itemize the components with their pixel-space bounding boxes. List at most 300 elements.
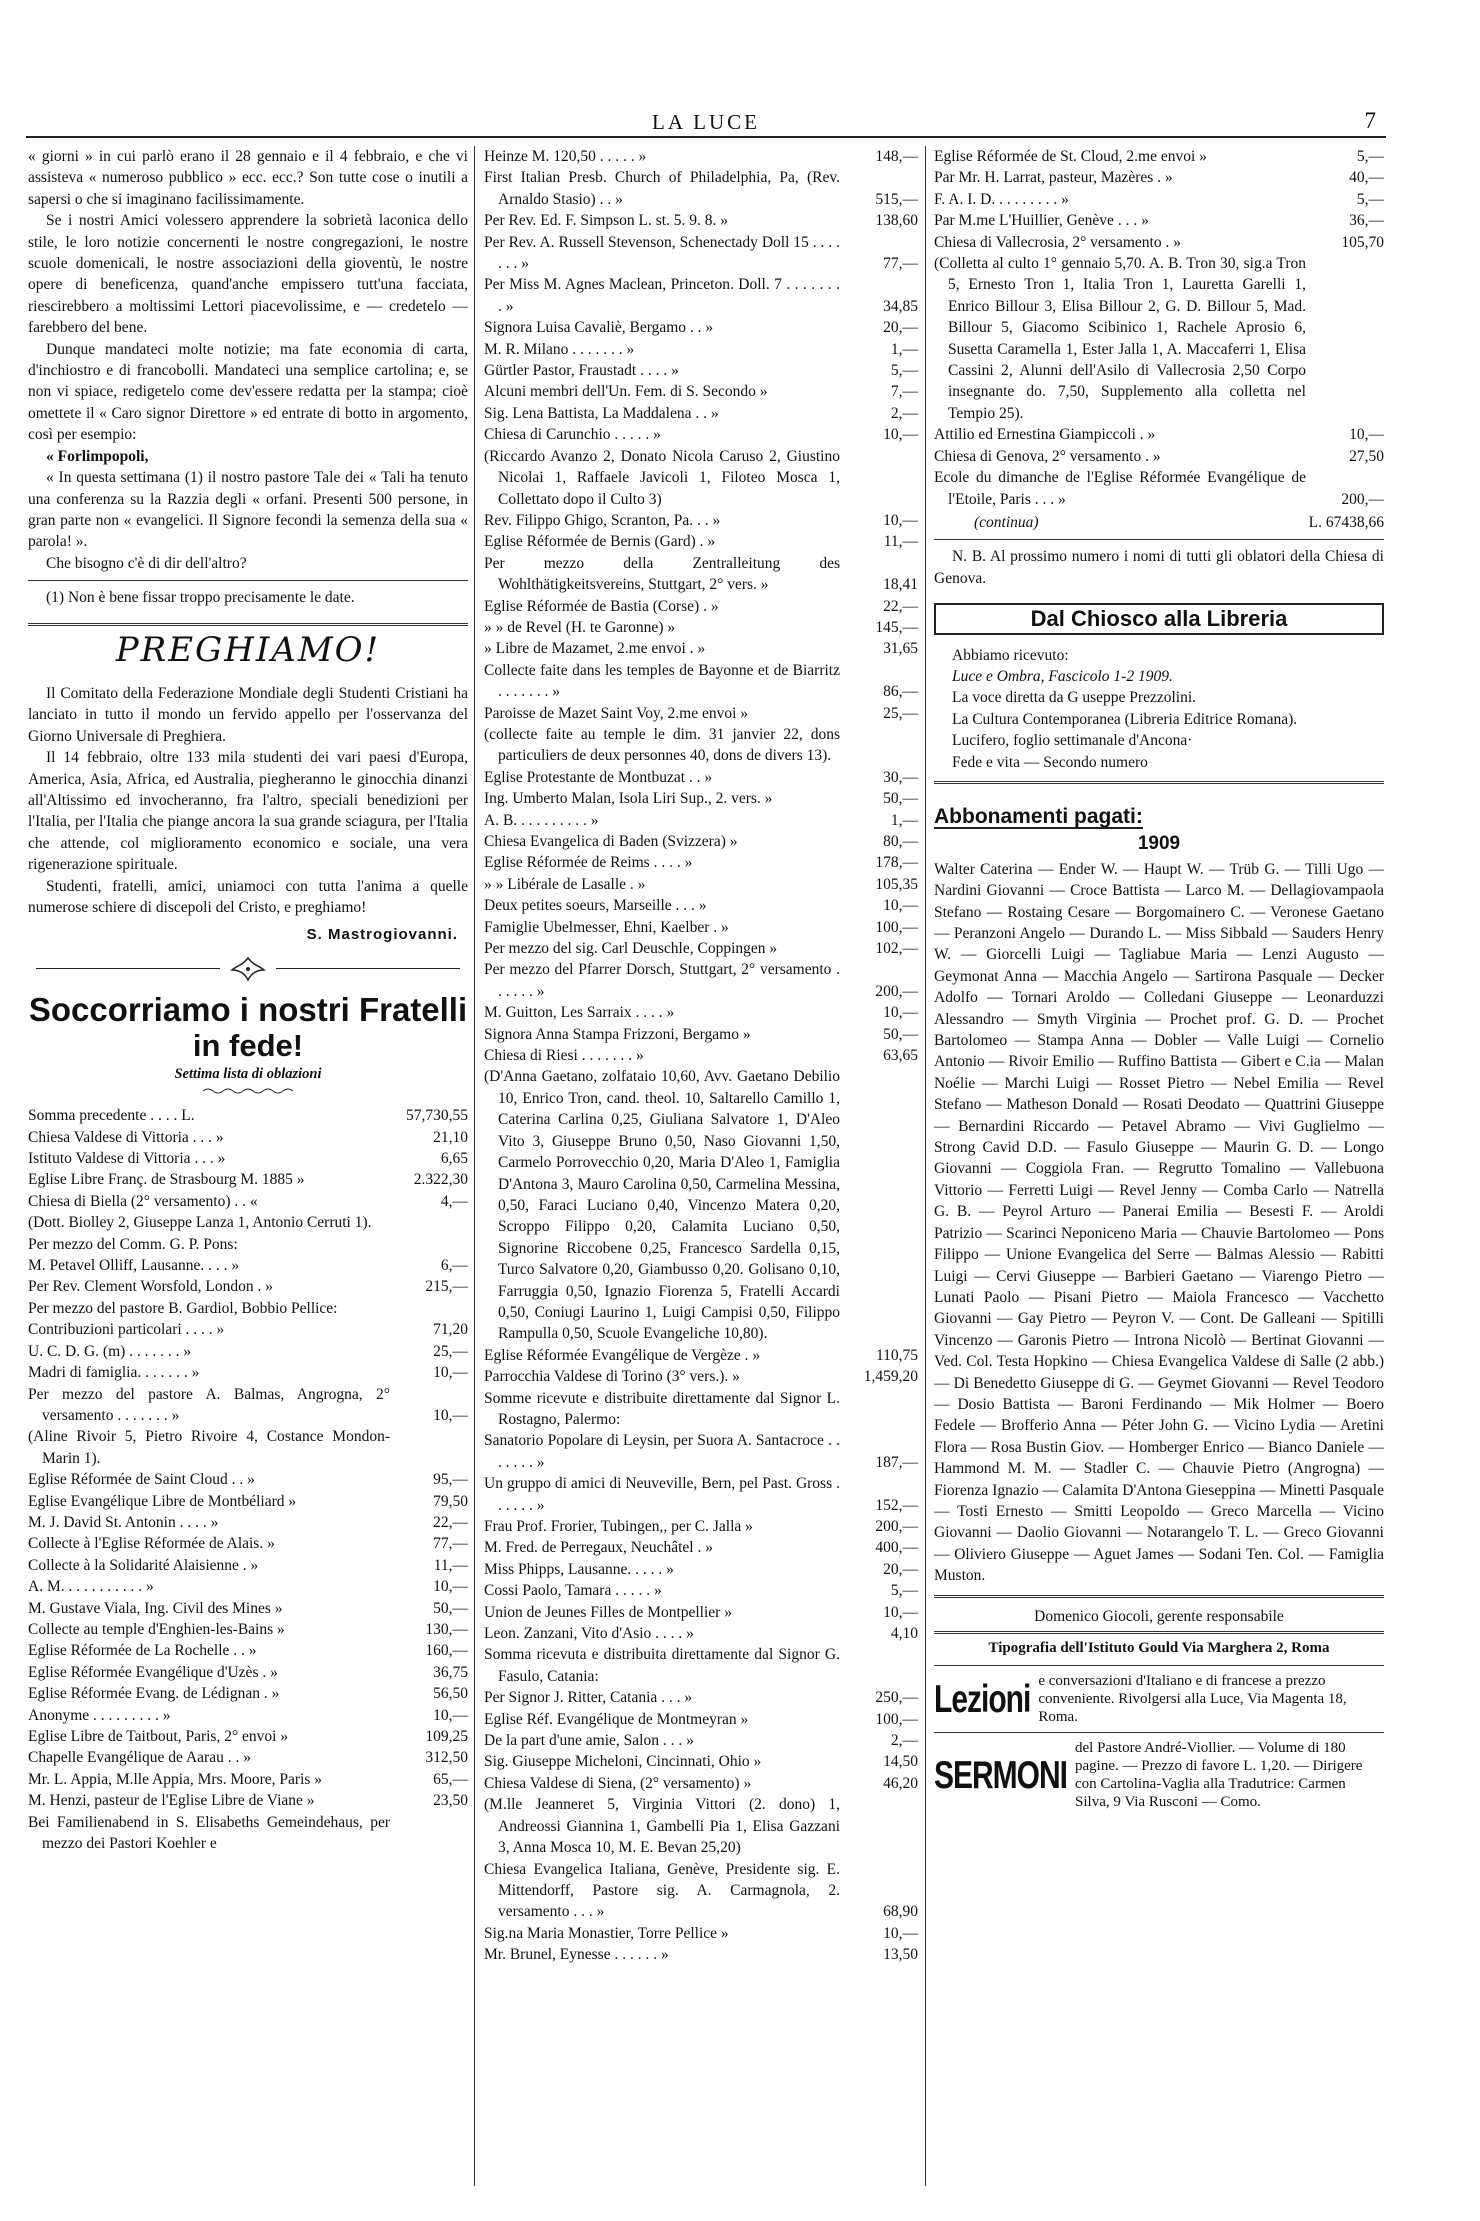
donation-row (484, 660, 918, 703)
received-item: Fede e vita — Secondo numero (952, 753, 1148, 771)
donor: Mr. L. Appia, M.lle Appia, Mrs. Moore, Paris » (28, 1770, 323, 1788)
donor: Sanatorio Popolare di Leysin, per Suora A. Santacroce . . . . . . . » (484, 1432, 840, 1471)
donor: Eglise Réformée de Bernis (Gard) . » (484, 533, 716, 551)
amount: 100,— (875, 1710, 918, 1728)
donor: A. M. . . . . . . . . . . » (28, 1578, 154, 1596)
donation-row (934, 146, 1384, 167)
received-intro: Abbiamo ricevuto: (952, 646, 1069, 664)
total-row (934, 512, 1384, 533)
appeal-title-line2: in fede! (192, 1027, 304, 1063)
amount: 11,— (883, 533, 918, 551)
donor: Per mezzo del Pfarrer Dorsch, Stuttgart, 2° versamento . . . . . . » (484, 961, 840, 1000)
newspaper-title: LA LUCE (652, 110, 760, 134)
donor: Chiesa Valdese di Siena, (2° versamento) » (484, 1774, 752, 1792)
paragraph: Il 14 febbraio, oltre 133 mila studenti dei vari paesi d'Europa, America, Asia, Africa, ed Australia, piegheranno le ginocchia dinanzi all'Altissimo ed invocheranno, fra l'altro, speciali benedizioni per l'Italia, per l'Italia che piange ancora la sua grande sciagura, per l'Italia che attende, col miglioramento economico e sociale, una vera rigenerazione spirituale. (28, 749, 468, 874)
amount: 5,— (890, 1582, 918, 1600)
amount: 6,— (440, 1257, 468, 1275)
donation-row (934, 232, 1384, 253)
donor: Attilio ed Ernestina Giampiccoli . » (934, 426, 1156, 444)
donation-row (484, 938, 918, 959)
donor: Per mezzo del Comm. G. P. Pons: (28, 1235, 238, 1253)
donor: » » de Revel (H. te Garonne) » (484, 618, 676, 636)
donation-row (484, 510, 918, 531)
column-divider (925, 146, 926, 2186)
amount: 200,— (1341, 490, 1384, 508)
amount: 21,10 (433, 1128, 468, 1146)
donation-row (484, 1944, 918, 1965)
donation-row (934, 210, 1384, 231)
advert-text: del Pastore André-Viollier. — Volume di 180 pagine. — Prezzo di favore L. 1,20. — Dirigere con Cartolina-Vaglia alla Tradutrice: Carmen Silva, 9 Via Rusconi — Como. (1075, 1740, 1363, 1811)
donation-row (484, 446, 918, 510)
amount: 250,— (875, 1689, 918, 1707)
donor: Heinze M. 120,50 . . . . . » (484, 148, 647, 165)
received-item: Luce e Ombra, Fascicolo 1-2 1909. (952, 667, 1173, 685)
donation-row (934, 446, 1384, 467)
amount: 50,— (883, 1025, 918, 1043)
donation-row (484, 553, 918, 596)
donation-row (484, 1730, 918, 1751)
donation-row (28, 1598, 468, 1619)
donation-row (484, 788, 918, 809)
note: N. B. Al prossimo numero i nomi di tutti gli oblatori della Chiesa di Genova. (934, 548, 1384, 587)
donor: Contribuzioni particolari . . . . » (28, 1321, 225, 1339)
donation-row (28, 1212, 468, 1233)
donation-row (484, 403, 918, 424)
donation-row (484, 1066, 918, 1344)
donation-row (484, 724, 918, 767)
donor: Alcuni membri dell'Un. Fem. di S. Secondo » (484, 383, 768, 401)
donor: Somma ricevuta e distribuita direttamente dal Signor G. Fasulo, Catania: (484, 1646, 840, 1685)
amount: 6,65 (440, 1150, 468, 1168)
donation-row (28, 1341, 468, 1362)
donation-list (934, 146, 1384, 510)
donor: Istituto Valdese di Vittoria . . . » (28, 1150, 226, 1168)
donor: Madri di famiglia. . . . . . . » (28, 1364, 200, 1382)
donor: Miss Phipps, Lausanne. . . . . » (484, 1560, 674, 1578)
amount: 105,35 (875, 875, 918, 893)
amount: 130,— (425, 1620, 468, 1638)
column-2 (484, 146, 918, 1966)
donor: Ecole du dimanche de l'Eglise Réformée Evangélique de l'Etoile, Paris . . . » (934, 469, 1306, 508)
donation-row (934, 424, 1384, 445)
donation-row (484, 1388, 918, 1431)
donation-row (28, 1555, 468, 1576)
donor: Chapelle Evangélique de Aarau . . » (28, 1749, 251, 1767)
donation-row (28, 1469, 468, 1490)
donor: (Dott. Biolley 2, Giuseppe Lanza 1, Antonio Cerruti 1). (28, 1214, 372, 1232)
donation-row (484, 210, 918, 231)
donor: Un gruppo di amici di Neuveville, Bern, pel Past. Gross . . . . . . » (484, 1475, 840, 1514)
advert-sermoni (934, 1739, 1384, 1811)
donation-row (934, 189, 1384, 210)
donation-row (484, 852, 918, 873)
donor: Eglise Libre de Taitbout, Paris, 2° envoi » (28, 1728, 289, 1745)
donor: Eglise Réformée de St. Cloud, 2.me envoi » (934, 148, 1207, 165)
donation-row (484, 1773, 918, 1794)
received-item: Lucifero, foglio settimanale d'Ancona· (952, 732, 1193, 750)
donor: Per mezzo del pastore A. Balmas, Angrogna, 2° versamento . . . . . . . » (28, 1385, 390, 1424)
donor: (collecte faite au temple le dim. 31 janvier 22, dons particuliers de deux personnes 40, dons de divers 13). (484, 725, 840, 765)
appeal-subtitle: Settima lista di oblazioni (174, 1065, 322, 1082)
signature: S. Mastrogiovanni. (306, 926, 458, 944)
donation-row (484, 1644, 918, 1687)
donation-row (28, 1491, 468, 1512)
amount: 10,— (883, 1603, 918, 1621)
amount: 200,— (875, 982, 918, 1000)
advert-keyword: Lezioni (934, 1677, 1031, 1721)
donation-row (28, 1640, 468, 1661)
donor: De la part d'une amie, Salon . . . » (484, 1732, 694, 1750)
amount: 10,— (883, 1924, 918, 1942)
donor: Chiesa di Vallecrosia, 2° versamento . » (934, 233, 1181, 251)
donor: Mr. Brunel, Eynesse . . . . . . » (484, 1946, 669, 1964)
amount: 2,— (890, 404, 918, 422)
donor: (Colletta al culto 1° gennaio 5,70. A. B. Tron 30, sig.a Tron 5, Ernesto Tron 1, Italia Tron 1, Lauretta Garelli 1, Enrico Billour 3, Elisa Billour 2, G. D. Billour 5, Mad. Billour 5, Giacomo Scibinico 1, Rachele Aprosio 6, Susetta Caramella 1, Ester Jalla 1, A. Maccaferri 1, Elisa Cassini 2, Alunni dell'Asilo di Vallecrosia 2,50 Corpo insegnante do. 7,50, Supplemento alla colletta nel Tempio 25). (934, 255, 1306, 422)
editor-line: Domenico Giocoli, gerente responsabile (1034, 1607, 1284, 1625)
donation-row (484, 1580, 918, 1601)
donation-row (484, 1516, 918, 1537)
donation-row (484, 339, 918, 360)
amount: 5,— (1356, 190, 1384, 208)
donor: Per mezzo del pastore B. Gardiol, Bobbio Pellice: (28, 1299, 338, 1317)
donor: Par M.me L'Huillier, Genève . . . » (934, 212, 1149, 230)
amount: 57,730,55 (406, 1107, 468, 1125)
amount: 79,50 (433, 1492, 468, 1510)
donor: Frau Prof. Frorier, Tubingen,, per C. Jalla » (484, 1518, 753, 1535)
amount: 10,— (433, 1578, 468, 1596)
divider (934, 1665, 1384, 1666)
printer-line: Tipografia dell'Istituto Gould Via Marghera 2, Roma (988, 1640, 1330, 1656)
amount: 100,— (875, 918, 918, 936)
donor: Somma precedente . . . . L. (28, 1107, 195, 1125)
donation-row (28, 1255, 468, 1276)
donor: Famiglie Ubelmesser, Ehni, Kaelber . » (484, 918, 729, 936)
divider (934, 781, 1384, 784)
amount: 56,50 (433, 1685, 468, 1703)
amount: 4,10 (890, 1625, 918, 1643)
donor: Eglise Réformée de Bastia (Corse) . » (484, 597, 719, 615)
amount: 20,— (883, 1560, 918, 1578)
amount: 63,65 (883, 1047, 918, 1065)
donation-row (28, 1191, 468, 1212)
amount: 95,— (433, 1471, 468, 1489)
donor: Eglise Réformée Evang. de Lédignan . » (28, 1685, 280, 1703)
donation-row (484, 703, 918, 724)
amount: 10,— (883, 1004, 918, 1022)
donor: Signora Luisa Cavaliè, Bergamo . . » (484, 319, 714, 337)
donation-row (28, 1148, 468, 1169)
donation-row (484, 1687, 918, 1708)
amount: 10,— (433, 1406, 468, 1424)
amount: 5,— (1356, 148, 1384, 165)
donor: Eglise Réformée Evangélique d'Uzès . » (28, 1663, 278, 1681)
donation-row (28, 1105, 468, 1126)
donor: Chiesa Evangelica Italiana, Genève, Presidente sig. E. Mittendorff, Pastore sig. A. Carmagnola, 2. versamento . . . » (484, 1860, 840, 1921)
donor: » Libre de Mazamet, 2.me envoi . » (484, 640, 706, 658)
donation-row (484, 1794, 918, 1858)
donation-row (484, 874, 918, 895)
donation-row (934, 253, 1384, 424)
amount: 7,— (890, 383, 918, 401)
amount: 86,— (883, 683, 918, 701)
donor: Sig. Lena Battista, La Maddalena . . » (484, 404, 719, 422)
appeal-title: Soccorriamo i nostri Fratelli (28, 990, 468, 1028)
donor: (Aline Rivoir 5, Pietro Rivoire 4, Costance Mondon-Marin 1). (28, 1428, 390, 1467)
donor: Per Rev. A. Russell Stevenson, Schenectady Doll 15 . . . . . . . » (484, 233, 840, 273)
paragraph: Se i nostri Amici volessero apprendere la sobrietà laconica dello stile, le loro notizie concernenti le nostre congregazioni, le nostre scuole domenicali, le nostre associazioni della gioventù, le nostre opere di beneficenza, quand'anche empissero tutt'una facciata, riescirebbero a moltissimi Lettori piacevolissime, e — credetelo — farebbero del bene. (28, 212, 468, 337)
donation-row (484, 146, 918, 167)
amount: 10,— (433, 1706, 468, 1724)
column-divider (474, 146, 475, 2186)
donation-row (28, 1234, 468, 1255)
amount: 215,— (425, 1278, 468, 1296)
donor: M. Fred. de Perregaux, Neuchâtel . » (484, 1539, 713, 1557)
amount: 22,— (883, 597, 918, 615)
divider (934, 1732, 1384, 1733)
donor: M. Henzi, pasteur de l'Eglise Libre de Viane » (28, 1792, 315, 1810)
amount: 77,— (883, 255, 918, 273)
advert-text: e conversazioni d'Italiano e di francese a prezzo conveniente. Rivolgersi alla Luce, Via Magenta 18, Roma. (1038, 1673, 1347, 1726)
donor: A. B. . . . . . . . . . » (484, 811, 599, 829)
amount: 14,50 (883, 1753, 918, 1771)
amount: 2.322,30 (413, 1171, 468, 1189)
subscription-year: 1909 (1137, 833, 1181, 855)
donation-row (484, 531, 918, 552)
closing-line: Che bisogno c'è di dir dell'altro? (46, 554, 247, 572)
amount: 18,41 (883, 576, 918, 594)
donation-row (484, 1473, 918, 1516)
donation-row (934, 167, 1384, 188)
donation-row (28, 1362, 468, 1383)
amount: 187,— (875, 1453, 918, 1471)
donor: Parrocchia Valdese di Torino (3° vers.). » (484, 1368, 740, 1386)
amount: 22,— (433, 1513, 468, 1531)
donation-row (28, 1576, 468, 1597)
amount: 105,70 (1341, 233, 1384, 251)
donation-row (484, 831, 918, 852)
donation-row (484, 424, 918, 445)
amount: 40,— (1349, 169, 1384, 187)
donation-row (484, 1602, 918, 1623)
donation-row (934, 467, 1384, 510)
amount: 11,— (433, 1556, 468, 1574)
donor: Anonyme . . . . . . . . . » (28, 1706, 171, 1724)
donation-row (28, 1619, 468, 1640)
paragraph: « giorni » in cui parlò erano il 28 gennaio e il 4 febbraio, e che vi assisteva « numeroso pubblico » ecc. ecc.? Son tutte cose o inutili a sapersi o che si imaginano facilissimamente. (28, 148, 468, 208)
donor: Per mezzo della Zentralleitung des Wohlthätigkeitsvereins, Stuttgart, 2° vers. » (484, 554, 840, 594)
donor: Chiesa di Carunchio . . . . . » (484, 426, 661, 444)
donation-row (484, 1430, 918, 1473)
donation-row (28, 1705, 468, 1726)
donor: Per Miss M. Agnes Maclean, Princeton. Doll. 7 . . . . . . . . » (484, 276, 840, 315)
donor: Chiesa di Biella (2° versamento) . . « (28, 1192, 258, 1210)
amount: 25,— (883, 704, 918, 722)
donation-row (28, 1319, 468, 1340)
advert-keyword: SERMONI (934, 1753, 1068, 1797)
continua-label: (continua) (974, 513, 1039, 531)
amount: 1,459,20 (863, 1368, 918, 1386)
donor: (D'Anna Gaetano, zolfataio 10,60, Avv. Gaetano Debilio 10, Enrico Tron, cand. theol. 10, Saltarello Camillo 1, Caterina Carlina 0,25, Giuliana Salvatore 1, D'Aleo Vito 3, Giuseppe Bruno 0,50, Naso Giovanni 1,50, Carmelo Porrovecchio 0,20, Maria D'Aleo 1, Famiglia D'Antona 3, Mauro Carolina 0,50, Carmelina Messina, 0,50, Faraci Luciano 0,40, Vincenzo Matera 0,20, Scroppo Filippo 0,20, Calamita Luciano 0,50, Signorine Riccobene 0,25, Francesco Sardella 0,15, Turco Salvatore 0,20, Giambusso 0,20. Golisano 0,10, Farruggia 0,50, Ignazio Fiorenza 5, Fratelli Accardi 0,50, Coniugi Laurino 1, Luigi Campisi 0,50, Filippo Rampulla 0,50, Scuole Evangeliche 10,80). (484, 1068, 840, 1343)
amount: 36,75 (433, 1663, 468, 1681)
amount: 71,20 (433, 1321, 468, 1339)
donation-row (484, 1002, 918, 1023)
donation-row (28, 1812, 468, 1855)
donation-row (484, 767, 918, 788)
section-title-preghiamo: PREGHIAMO! (115, 629, 381, 670)
donor: Cossi Paolo, Tamara . . . . . » (484, 1582, 662, 1600)
donation-row (484, 1024, 918, 1045)
amount: 200,— (875, 1518, 918, 1535)
donation-row (484, 1045, 918, 1066)
donor: Paroisse de Mazet Saint Voy, 2.me envoi » (484, 704, 749, 722)
amount: 515,— (875, 190, 918, 208)
wavy-divider (28, 1087, 468, 1097)
amount: 50,— (883, 790, 918, 808)
donation-row (484, 1559, 918, 1580)
donor: » » Libérale de Lasalle . » (484, 875, 646, 893)
donation-row (28, 1790, 468, 1811)
donor: Chiesa di Genova, 2° versamento . » (934, 447, 1161, 465)
donation-row (28, 1426, 468, 1469)
advert-lezioni (934, 1672, 1384, 1726)
donor: Gürtler Pastor, Fraustadt . . . . » (484, 362, 679, 380)
fleuron-icon (228, 956, 268, 982)
donor: Deux petites soeurs, Marseille . . . » (484, 897, 707, 915)
donor: (Riccardo Avanzo 2, Donato Nicola Caruso 2, Giustino Nicolai 1, Raffaele Javicoli 1, Filoteo Mosca 1, Collettato dopo il Culto 3) (484, 447, 840, 508)
divider (934, 1595, 1384, 1598)
amount: 34,85 (883, 297, 918, 315)
donor: Union de Jeunes Filles de Montpellier » (484, 1603, 732, 1621)
donation-row (28, 1533, 468, 1554)
donor: Par Mr. H. Larrat, pasteur, Mazères . » (934, 169, 1173, 187)
donor: Collecte à la Solidarité Alaisienne . » (28, 1556, 259, 1574)
donor: M. Gustave Viala, Ing. Civil des Mines » (28, 1599, 283, 1617)
amount: 50,— (433, 1599, 468, 1617)
amount: 10,— (1349, 426, 1384, 444)
amount: 30,— (883, 768, 918, 786)
donor: Eglise Réformée de La Rochelle . . » (28, 1642, 257, 1660)
section-title-chiosco: Dal Chiosco alla Libreria (934, 603, 1384, 634)
paragraph: Il Comitato della Federazione Mondiale degli Studenti Cristiani ha lanciato in tutto il mondo un fervido appello per l'osservanza del Giorno Universale di Preghiera. (28, 684, 468, 745)
donation-list (28, 1105, 468, 1854)
donor: M. R. Milano . . . . . . . » (484, 340, 635, 358)
amount: 31,65 (883, 640, 918, 658)
donor: First Italian Presb. Church of Philadelphia, Pa, (Rev. Arnaldo Stasio) . . » (484, 169, 840, 208)
divider (28, 623, 468, 626)
amount: 110,75 (875, 1346, 918, 1364)
donor: Eglise Protestante de Montbuzat . . » (484, 768, 713, 786)
donation-row (484, 1709, 918, 1730)
donor: F. A. I. D. . . . . . . . . » (934, 190, 1069, 208)
amount: 10,— (883, 511, 918, 529)
donation-row (484, 381, 918, 402)
donation-row (484, 360, 918, 381)
amount: 46,20 (883, 1774, 918, 1792)
donation-row (484, 1623, 918, 1644)
amount: 178,— (875, 854, 918, 872)
donation-row (484, 274, 918, 317)
amount: 65,— (433, 1770, 468, 1788)
donor: Chiesa Evangelica di Baden (Svizzera) » (484, 833, 738, 850)
donation-row (484, 1366, 918, 1387)
donor: Eglise Libre Franç. de Strasbourg M. 1885 » (28, 1171, 305, 1189)
donation-row (28, 1384, 468, 1427)
donor: U. C. D. G. (m) . . . . . . . » (28, 1342, 192, 1360)
paragraph: Dunque mandateci molte notizie; ma fate economia di carta, d'inchiostro e di francobolli. Mandateci una semplice cartolina; e, se non vi spiace, redigetelo come dev'essere redatta per la stampa; cioè omettete il « Caro signor Direttore » ed entrate di botto in argomento, così per esempio: (28, 340, 468, 444)
donation-row (484, 1537, 918, 1558)
divider (28, 580, 468, 581)
amount: 23,50 (433, 1792, 468, 1810)
column-3 (934, 146, 1384, 1811)
amount: 400,— (875, 1539, 918, 1557)
donor: Eglise Réformée Evangélique de Vergèze . » (484, 1346, 761, 1364)
donor: Eglise Réformée de Saint Cloud . . » (28, 1471, 255, 1489)
donation-row (484, 810, 918, 831)
amount: 4,— (440, 1192, 468, 1210)
amount: 1,— (890, 340, 918, 358)
amount: 5,— (890, 362, 918, 380)
donation-row (28, 1127, 468, 1148)
section-title-abbonamenti: Abbonamenti pagati: (934, 804, 1143, 828)
amount: 2,— (890, 1732, 918, 1750)
divider (934, 539, 1384, 540)
donor: Per mezzo del sig. Carl Deuschle, Coppingen » (484, 940, 778, 958)
donation-row (28, 1726, 468, 1747)
donor: M. Guitton, Les Sarraix . . . . » (484, 1004, 675, 1022)
amount: 80,— (883, 833, 918, 850)
donation-row (484, 617, 918, 638)
donation-row (28, 1747, 468, 1768)
subscribers-list: Walter Caterina — Ender W. — Haupt W. — Trüb G. — Tilli Ugo — Nardini Giovanni — Croce Battista — Larco M. — Dellagiovampaola Stefano — Rostaing Cesare — Borgomainero C. — Veronese Gaetano — Peranzoni Angelo — Durando L. — Miss Sibbald — Sauders Henry W. — Giorcelli Luigi — Tagliabue Maria — Lenzi Augusto — Geymonat Anna — Macchia Angelo — Sartirona Pasquale — Decker Adolfo — Tornari Aroldo — Colledani Giuseppe — Leonarduzzi Alessandro — Smyth Virginia — Prochet prof. G. D. — Prochet Bartolomeo — Stampa Anna — Dobler — Valle Luigi — Cornelio Antonio — Rivoir Emilio — Ruffino Battista — Gibert e C.ia — Malan Noélie — Marchi Luigi — Rosset Pietro — Nebel Emilia — Revel Stefano — Matheson Donald — Rosati Deodato — Quattrini Giuseppe — Bernardini Riccardo — Petavel Abramo — Vivi Guglielmo — Strong Cavid D.D. — Fasulo Giuseppe — Maurin G. D. — Longo Giovanni — Coggiola Fran. — Regrutto Tomalino — Vallebuona Vittorio — Ferretti Luigi — Revel Jenny — Comba Carlo — Natrella G. B. — Peyrol Arturo — Panerai Emilia — Besesti F. — Aroldi Patrizio — Scarinci Neponiceno Maria — Chauvie Bartolomeo — Pons Filippo — Unione Evangelica del Serre — Balmas Alessio — Rabitti Luigi — Cervi Giuseppe — Barbieri Gaetano — Viarengo Pietro — Lunati Paolo — Pisani Pietro — Maiola Francesco — Vacchetto Giovanni — Gay Pietro — Peyron V. — Cont. De Galleani — Spitilli Vincenzo — Garonis Pietro — Introna Nicolò — Bertinat Giovanni — Ved. Col. Testa Hopkino — Chiesa Evangelica Valdese di Salle (2 abb.) — Di Benedetto Giuseppe di G. — Geymet Giovanni — Revel Teodoro — Dosio Battista — Baroni Ferdinando — Mik Holmer — Boero Fedele — Brofferio Anna — Péter John G. — Vicino Lydia — Aretini Flora — Rosa Bustin Giov. — Homberger Enrico — Bianco Daniele — Hammond M. M. — Stadler C. — Chauvie Pietro (Angrogna) — Fiorenza Ignazio — Calamita D'Antona Gieseppina — Minetti Pasquale — Tosti Ernesto — Smitti Leopoldo — Greco Marcella — Vicino Giovanni — Daolio Giovanni — Notarangelo T. L. — Greco Giovanni — Oliviero Giuseppe — Aguet James — Sodani Ten. Col. — Famiglia Muston. (934, 860, 1384, 1585)
donor: Bei Familienabend in S. Elisabeths Gemeindehaus, per mezzo dei Pastori Koehler e (28, 1813, 390, 1853)
donor: M. J. David St. Antonin . . . . » (28, 1513, 219, 1531)
donation-row (28, 1512, 468, 1533)
donation-row (484, 959, 918, 1002)
donor: Leon. Zanzani, Vito d'Asio . . . . » (484, 1625, 694, 1643)
amount: 10,— (883, 426, 918, 444)
donation-row (484, 317, 918, 338)
donation-row (28, 1662, 468, 1683)
amount: 20,— (883, 319, 918, 337)
donor: Somme ricevute e distribuite direttamente dal Signor L. Rostagno, Palermo: (484, 1389, 840, 1428)
donor: Sig. Giuseppe Micheloni, Cincinnati, Ohio » (484, 1753, 762, 1771)
donor: Sig.na Maria Monastier, Torre Pellice » (484, 1924, 729, 1942)
ornament-divider (28, 954, 468, 984)
amount: 148,— (875, 148, 918, 165)
donation-row (484, 1859, 918, 1923)
amount: 145,— (875, 618, 918, 636)
amount: 13,50 (883, 1946, 918, 1964)
donor: Per Signor J. Ritter, Catania . . . » (484, 1689, 693, 1707)
donor: Ing. Umberto Malan, Isola Liri Sup., 2. vers. » (484, 790, 773, 808)
donation-row (484, 596, 918, 617)
column-1 (28, 146, 468, 1854)
donor: Signora Anna Stampa Frizzoni, Bergamo » (484, 1025, 751, 1043)
divider (934, 1631, 1384, 1634)
donor: Eglise Evangélique Libre de Montbéliard » (28, 1492, 297, 1510)
amount: 109,25 (425, 1728, 468, 1745)
amount: 77,— (433, 1535, 468, 1553)
amount: 1,— (890, 811, 918, 829)
donation-row (484, 1923, 918, 1944)
donation-row (28, 1298, 468, 1319)
donor: Collecte faite dans les temples de Bayonne et de Biarritz . . . . . . . » (484, 661, 840, 701)
amount: 36,— (1349, 212, 1384, 230)
donor: Rev. Filippo Ghigo, Scranton, Pa. . . » (484, 511, 721, 529)
page-header (26, 108, 1386, 138)
donation-row (28, 1683, 468, 1704)
paragraph: Studenti, fratelli, amici, uniamoci con tutta l'anima a quelle numerose schiere di discepoli del Cristo, e preghiamo! (28, 877, 468, 916)
